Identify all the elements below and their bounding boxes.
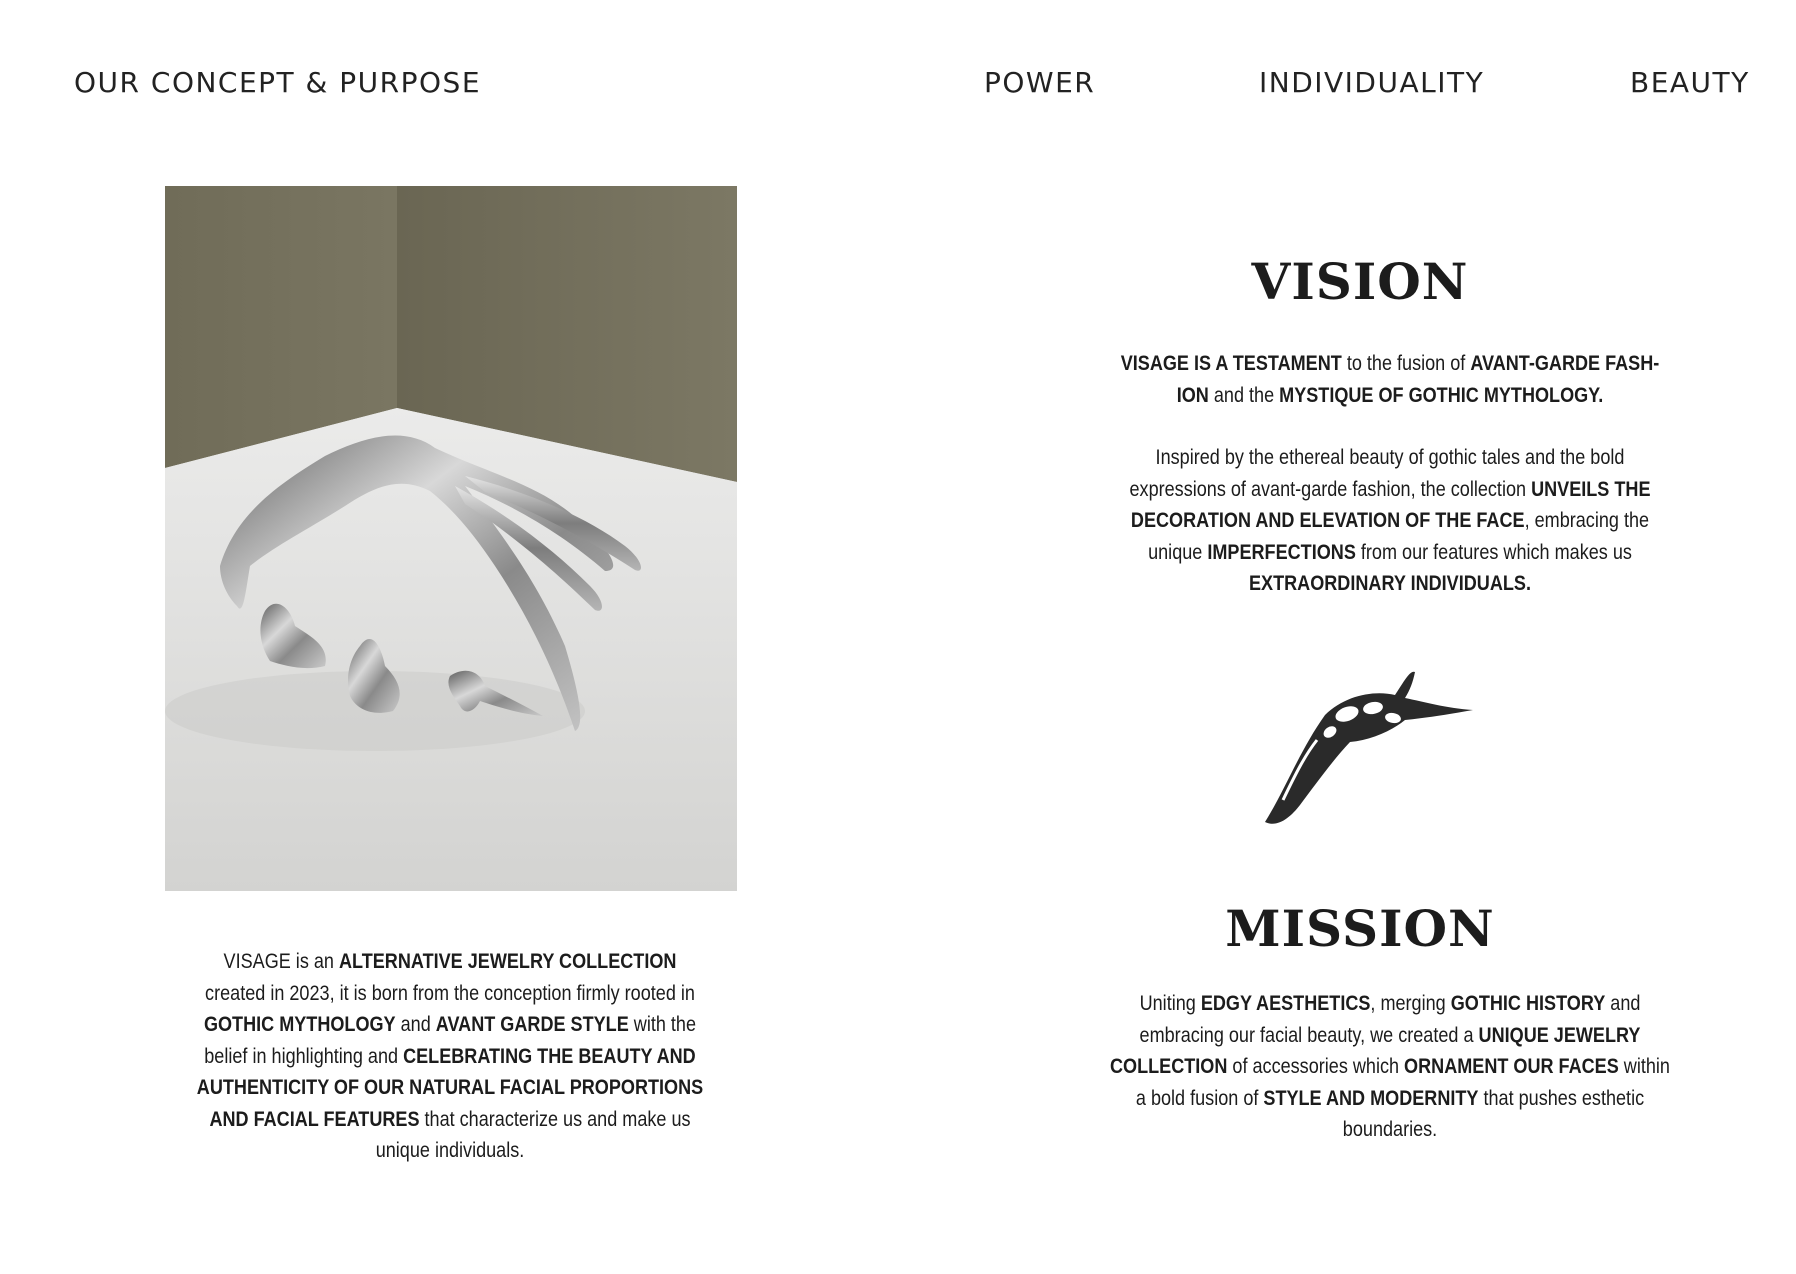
emphasis-text: UNIQUE JEWELRY COLLECTION bbox=[1110, 1023, 1641, 1078]
body-text-run: and bbox=[395, 1013, 436, 1036]
mission-paragraph bbox=[1106, 988, 1674, 1146]
emphasis-text: UNVEILS THE DECORATION AND ELEVATION OF THE FACE bbox=[1130, 477, 1651, 532]
body-text-run: , merging bbox=[1370, 992, 1451, 1015]
body-text-run: with the belief in highlighting and bbox=[204, 1013, 697, 1068]
nav-individuality[interactable]: INDIVIDUALITY bbox=[1259, 66, 1485, 99]
body-text-run: created in 2023, it is born from the conception firmly rooted in bbox=[205, 981, 695, 1005]
emphasis-text: AVANT-GARDE FASH-ION bbox=[1176, 352, 1660, 407]
emphasis-text: STYLE AND MODERNITY bbox=[1263, 1086, 1479, 1110]
emphasis-text: EDGY AESTHETICS bbox=[1200, 992, 1371, 1015]
body-text-run: to the fusion of bbox=[1341, 352, 1471, 375]
vision-heading: VISION bbox=[1251, 252, 1469, 311]
body-text-run: VISAGE is an bbox=[223, 950, 339, 973]
body-text-run: , embracing the unique bbox=[1148, 509, 1650, 564]
nav-power[interactable]: POWER bbox=[984, 66, 1096, 99]
emphasis-text: ALTERNATIVE JEWELRY COLLECTION bbox=[338, 950, 677, 973]
body-text-run: Uniting bbox=[1139, 992, 1201, 1015]
body-text-run: and the bbox=[1208, 383, 1280, 407]
emphasis-text: VISAGE IS A TESTAMENT bbox=[1120, 352, 1342, 375]
thorn-ornament-icon bbox=[1255, 670, 1475, 830]
emphasis-text: GOTHIC HISTORY bbox=[1450, 992, 1606, 1015]
body-text-run: of accessories which bbox=[1227, 1055, 1405, 1078]
emphasis-text: ORNAMENT OUR FACES bbox=[1404, 1055, 1619, 1078]
body-text-run: that pushes esthetic boundaries. bbox=[1342, 1086, 1645, 1141]
emphasis-text: AVANT GARDE STYLE bbox=[435, 1013, 629, 1036]
body-text-run: from our features which makes us bbox=[1355, 540, 1632, 564]
body-text-run: and embracing our facial beauty, we created a bbox=[1139, 992, 1641, 1047]
vision-paragraph-2 bbox=[1106, 442, 1674, 600]
jewelry-photo bbox=[165, 186, 737, 891]
nav-title: OUR CONCEPT & PURPOSE bbox=[74, 66, 482, 99]
concept-paragraph bbox=[192, 946, 708, 1167]
emphasis-text: EXTRAORDINARY INDIVIDUALS. bbox=[1249, 572, 1531, 595]
emphasis-text: MYSTIQUE OF GOTHIC MYTHOLOGY. bbox=[1279, 383, 1604, 407]
emphasis-text: GOTHIC MYTHOLOGY bbox=[203, 1013, 396, 1036]
mission-heading: MISSION bbox=[1225, 899, 1495, 958]
emphasis-text: CELEBRATING THE BEAUTY AND AUTHENTICITY OF OUR NATURAL FACIAL PROPORTIONS AND FACIAL FEATURES bbox=[196, 1044, 704, 1131]
vision-paragraph-1 bbox=[1106, 348, 1674, 411]
body-text-run: that characterize us and make us unique individuals. bbox=[375, 1107, 691, 1162]
body-text-run: Inspired by the ethereal beauty of gothic tales and the bold expressions of avant-garde fashion, the collection bbox=[1129, 446, 1625, 501]
body-text-run: within a bold fusion of bbox=[1135, 1055, 1670, 1110]
emphasis-text: IMPERFECTIONS bbox=[1207, 540, 1356, 564]
nav-beauty[interactable]: BEAUTY bbox=[1630, 66, 1750, 99]
